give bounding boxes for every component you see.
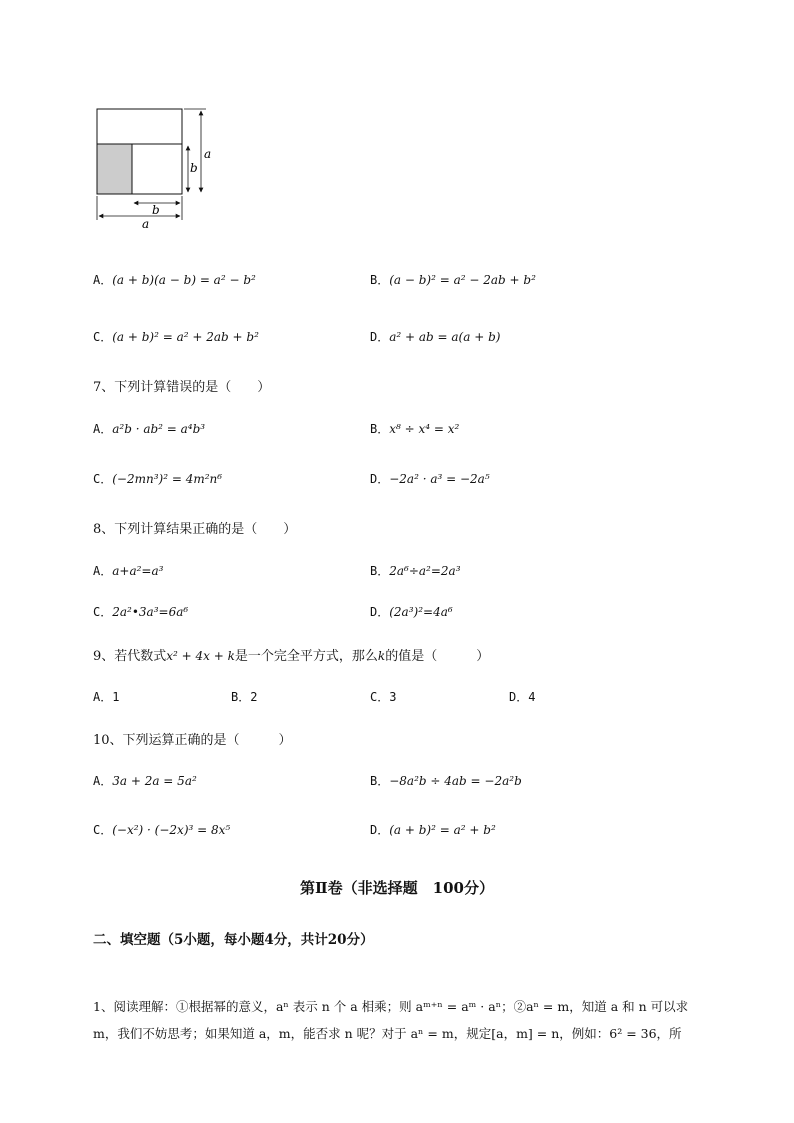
q6-option-c[interactable]: C．(a + b)² = a² + 2ab + b² [93, 330, 259, 344]
q8-option-b[interactable]: B．2a⁶÷a²=2a³ [370, 564, 461, 578]
q9-option-d[interactable]: D．4 [509, 690, 536, 704]
shaded-rectangle [97, 144, 132, 194]
q10-option-a[interactable]: A．3a + 2a = 5a² [93, 774, 197, 788]
label-a-right: a [204, 147, 212, 161]
q10-stem: 10、下列运算正确的是（ ） [93, 733, 292, 748]
q6-option-c-formula: (a + b)² = a² + 2ab + b² [112, 330, 259, 344]
q6-option-b-formula: (a − b)² = a² − 2ab + b² [389, 273, 536, 287]
q9-option-b[interactable]: B．2 [231, 690, 258, 704]
q7-option-b[interactable]: B．x⁸ ÷ x⁴ = x² [370, 422, 460, 436]
section2-title: 二、填空题（5小题，每小题4分，共计20分） [93, 932, 374, 948]
q7-option-a[interactable]: A．a²b · ab² = a⁴b³ [93, 422, 206, 436]
q9-stem: 9、若代数式x² + 4x + k是一个完全平方式，那么k的值是（ ） [93, 649, 490, 664]
q8-stem: 8、下列计算结果正确的是（ ） [93, 522, 297, 537]
q6-option-a-formula: (a + b)(a − b) = a² − b² [112, 273, 256, 287]
q6-option-d-formula: a² + ab = a(a + b) [389, 330, 501, 344]
q10-option-d[interactable]: D．(a + b)² = a² + b² [370, 823, 496, 837]
q10-option-b[interactable]: B．−8a²b ÷ 4ab = −2a²b [370, 774, 522, 788]
q6-option-b[interactable]: B．(a − b)² = a² − 2ab + b² [370, 273, 536, 287]
q8-option-d[interactable]: D．(2a³)²=4a⁶ [370, 605, 453, 619]
label-a-bottom: a [142, 217, 150, 231]
label-b-bottom: b [152, 203, 160, 217]
fill1-line2: m，我们不妨思考；如果知道 a，m，能否求 n 呢？对于 aⁿ = m，规定[a，m] = n，例如：6² = 36，所 [93, 1026, 682, 1041]
q9-option-c[interactable]: C．3 [370, 690, 397, 704]
q8-option-c[interactable]: C．2a²•3a³=6a⁶ [93, 605, 189, 619]
q6-option-d[interactable]: D．a² + ab = a(a + b) [370, 330, 501, 344]
fill1-line1: 1、阅读理解：①根据幂的意义，aⁿ 表示 n 个 a 相乘；则 aᵐ⁺ⁿ = aᵐ · aⁿ；②aⁿ = m，知道 a 和 n 可以求 [93, 999, 689, 1014]
square-figure [88, 100, 223, 235]
q9-option-a[interactable]: A．1 [93, 690, 120, 704]
label-b-right: b [190, 161, 198, 175]
q8-option-a[interactable]: A．a+a²=a³ [93, 564, 164, 578]
q6-option-a[interactable]: A．(a + b)(a − b) = a² − b² [93, 273, 256, 287]
part2-title: 第Ⅱ卷（非选择题 100分） [300, 879, 494, 897]
q7-option-d[interactable]: D．−2a² · a³ = −2a⁵ [370, 472, 490, 486]
q10-option-c[interactable]: C．(−x²) · (−2x)³ = 8x⁵ [93, 823, 231, 837]
q7-option-c[interactable]: C．(−2mn³)² = 4m²n⁶ [93, 472, 223, 486]
q7-stem: 7、下列计算错误的是（ ） [93, 380, 271, 395]
